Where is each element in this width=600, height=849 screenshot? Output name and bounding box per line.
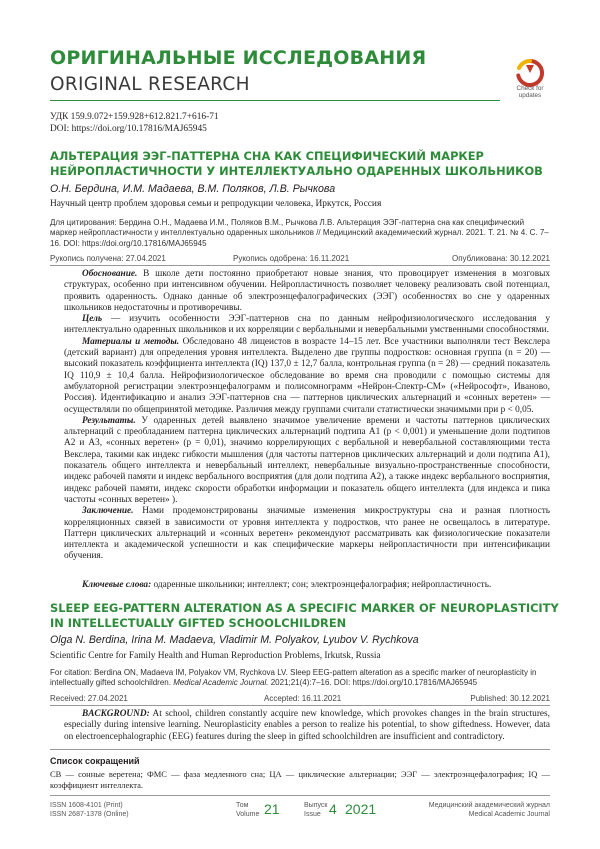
article-title-ru-line-1: АЛЬТЕРАЦИЯ ЭЭГ-ПАТТЕРНА СНА КАК СПЕЦИФИЧЕСКИЙ МАРКЕР (50, 149, 484, 163)
published-date-ru: Опубликована: 30.12.2021 (451, 254, 550, 263)
abstract-aim-ru: Цель — изучить особенности ЭЭГ-паттернов сна по данным нейрофизиологического исследования у интеллектуально одаренных школьников и их корреляции с вербальными и невербальными умственными способностями. (64, 314, 550, 336)
abstract-en (64, 709, 550, 743)
received-date-ru: Рукопись получена: 27.04.2021 (50, 254, 166, 263)
badge-line-2: updates (518, 91, 542, 99)
article-title-en-line-1: SLEEP EEG-PATTERN ALTERATION AS A SPECIFIC MARKER OF NEUROPLASTICITY (50, 601, 559, 615)
affiliation-ru: Научный центр проблем здоровья семьи и репродукции человека, Иркутск, Россия (50, 199, 382, 209)
affiliation-en: Scientific Centre for Family Health and Human Reproduction Problems, Irkutsk, Russia (50, 651, 381, 661)
article-title-ru-line-2: НЕЙРОПЛАСТИЧНОСТИ У ИНТЕЛЛЕКТУАЛЬНО ОДАРЕННЫХ ШКОЛЬНИКОВ (50, 164, 543, 178)
abstract-methods-ru: Материалы и методы. Обследовано 48 лицеистов в возрасте 14–15 лет. Все участники выполняли тест Векслера (детский вариант) для определения уровня интеллекта. Выделено две группы подростков: основная группа (n = 20) — высокий показатель коэффициента интеллекта (IQ) 137,0 ± 12,7 балла, контрольная группа (n = 28) — средний показатель IQ 110,9 ± 10,4 балла. Нейрофизиологическое обследование во время сна проводили с помощью системы для амбулаторной регистрации электроэнцефалограмм и полисомнограмм «Нейрон-Спектр-СМ» («Нейрософт», Иваново, Россия). Идентификацию и анализ ЭЭГ-паттернов сна — паттернов циклических альтернаций и «сонных веретен» — осуществляли по общепринятой методике. Различия между группами считали статистически значимыми при p < 0,05. (64, 336, 550, 415)
citation-ru: Для цитирования: Бердина О.Н., Мадаева И.М., Поляков В.М., Рычкова Л.В. Альтерация ЭЭГ-паттерна сна как специфический маркер нейропластичности у интеллектуально одаренных школьников // Медицинский академический журнал. 2021. Т. 21. № 4. С. 7–16. DOI: https://doi.org/10.17816/MAJ65945 (50, 218, 549, 248)
abstract-background-en: BACKGROUND: At school, children constantly acquire new knowledge, which provokes changes in the brain structures, especially during intensive learning. Neuroplasticity enables a person to realize his potential, to show giftedness. However, data on electroencephalographic (EEG) features during the sleep in gifted schoolchildren are insufficient and contradictory. (64, 709, 550, 742)
check-for-updates-label[interactable] (509, 86, 551, 100)
article-title-en-line-2: IN INTELLECTUALLY GIFTED SCHOOLCHILDREN (50, 616, 347, 630)
published-date-en: Published: 30.12.2021 (470, 694, 550, 703)
year: 2021 (345, 801, 377, 817)
citation-journal-en: Medical Academic Journal. (173, 678, 269, 688)
footer-divider (50, 795, 550, 796)
issn-block (50, 801, 129, 819)
results-label-ru: Результаты. (82, 415, 136, 426)
aim-label-ru: Цель (82, 314, 103, 325)
issue-number: 4 (329, 801, 337, 817)
authors-ru: О.Н. Бердина, И.М. Мадаева, В.М. Поляков, Л.В. Рычкова (50, 183, 336, 195)
issn-print: ISSN 1608-4101 (Print) (50, 802, 123, 809)
background-label-en: BACKGROUND: (82, 709, 150, 719)
conclusion-label-ru: Заключение. (82, 506, 134, 517)
abstract-results-ru: Результаты. У одаренных детей выявлено значимое увеличение времени и частоты паттернов циклических альтернаций с преобладанием паттерна циклических альтернаций подтипа А1 (p < 0,001) и уменьшение доли подтипов А2 и А3, «сонных веретен» (p = 0,01), значимо коррелирующих с вербальной и невербальной составляющими теста Векслера, такими как индекс гибкости мышления (для частоты паттернов циклических альтернаций и доли подтипа А1), показатель общего интеллекта и невербальный интеллект, невербальные визуально-пространственные способности, индекс рабочей памяти и индекс вербального восприятия (для доли подтипа А2), а также индекс вербального восприятия, индекс рабочей памяти, индекс скорости обработки информации и показатель общего интеллекта (для индекса и пика частоты «сонных веретен» ). (64, 415, 550, 505)
volume-label: Том Volume (236, 802, 260, 818)
section-title-en: ORIGINAL RESEARCH (50, 74, 250, 95)
keywords-ru: Ключевые слова: одаренные школьники; интеллект; сон; электроэнцефалография; нейропластичность. (82, 580, 492, 590)
journal-name (429, 801, 550, 819)
journal-name-ru: Медицинский академический журнал (428, 802, 550, 809)
abbreviations-text: СВ — сонные веретена; ФМС — фаза медленного сна; ЦА — циклические альтернации; ЭЭГ — электроэнцефалография; IQ — коэффициент интеллекта. (50, 769, 550, 790)
issn-online: ISSN 2687-1378 (Online) (50, 811, 129, 818)
abbreviations-divider (50, 749, 550, 750)
section-divider (50, 100, 500, 101)
volume-number: 21 (264, 801, 280, 817)
dates-divider-en (50, 705, 550, 706)
abstract-background-ru: Обоснование. В школе дети постоянно приобретают новые знания, что провоцирует изменения в мозговых структурах, особенно при интенсивном обучении. Нейропластичность позволяет человеку реализовать свой потенциал, проявить одаренность. Однако данные об электроэнцефалографических (ЭЭГ) особенностях во сне у одаренных школьников недостаточны и противоречивы. (64, 269, 550, 313)
issue-label: Выпуск Issue (304, 802, 328, 818)
authors-en: Olga N. Berdina, Irina M. Madaeva, Vladimir M. Polyakov, Lyubov V. Rychkova (50, 634, 419, 646)
citation-en: For citation: Berdina ON, Madaeva IM, Polyakov VM, Rychkova LV. Sleep EEG-pattern alteration as a specific marker of neuroplasticity in intellectually gifted schoolchildren. Medical Academic Journal. 2021;21(4):7–16. DOI: https://doi.org/10.17816/MAJ65945 (50, 668, 537, 688)
keywords-label-ru: Ключевые слова: (82, 580, 152, 590)
abstract-ru (64, 269, 550, 563)
accepted-date-en: Accepted: 16.11.2021 (264, 694, 342, 703)
dates-divider-ru (50, 265, 550, 266)
methods-label-ru: Материалы и методы. (82, 336, 180, 347)
accepted-date-ru: Рукопись одобрена: 16.11.2021 (233, 254, 350, 263)
received-date-en: Received: 27.04.2021 (50, 694, 128, 703)
section-title-ru: ОРИГИНАЛЬНЫЕ ИССЛЕДОВАНИЯ (50, 47, 427, 69)
udk-code: УДК 159.9.072+159.928+612.821.7+616-71 (50, 112, 219, 122)
abstract-conclusion-ru: Заключение. Нами продемонстрированы значимые изменения микроструктуры сна и разная плотность корреляционных связей в зависимости от уровня интеллекта у подростков, что ранее не освещалось в литературе. Паттерн циклических альтернаций и «сонных веретен» рекомендуют рассматривать как физиологические показатели интеллекта и академической успешности и как специфические маркеры нейропластичности при интенсификации обучения. (64, 506, 550, 562)
abbreviations-heading: Список сокращений (50, 756, 140, 766)
badge-line-1: Check for (516, 85, 544, 92)
doi-link[interactable]: DOI: https://doi.org/10.17816/MAJ65945 (50, 124, 207, 134)
journal-name-en: Medical Academic Journal (468, 811, 550, 818)
background-label-ru: Обоснование. (82, 269, 138, 279)
